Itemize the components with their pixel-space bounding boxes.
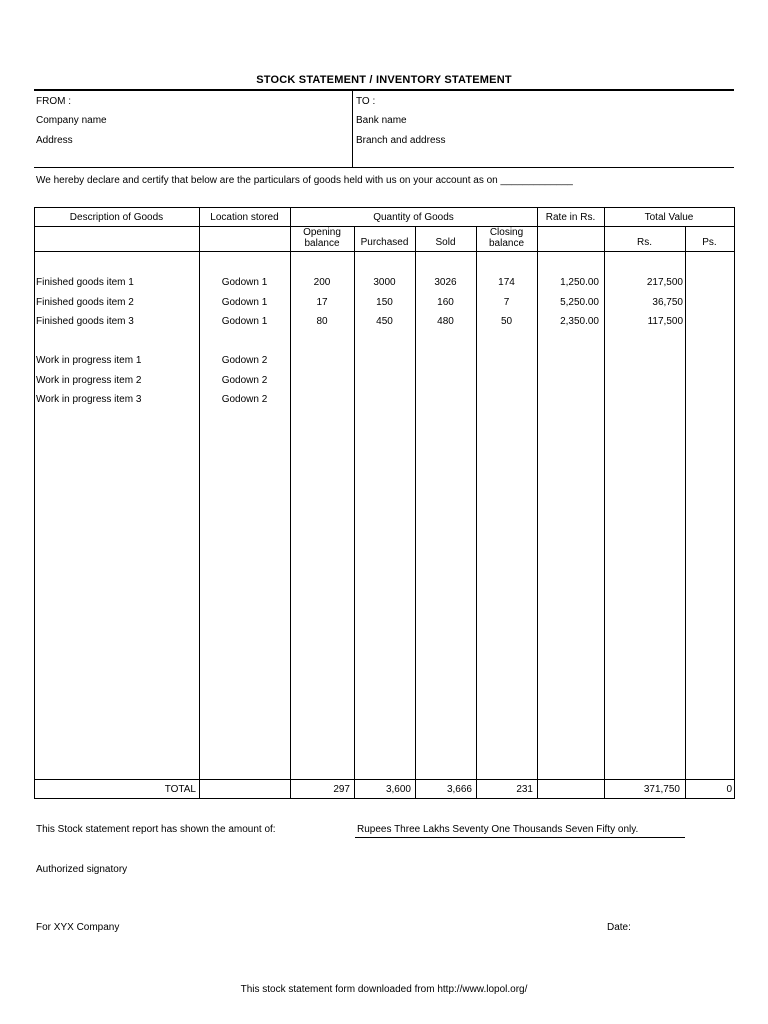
address-label: Address (36, 135, 73, 146)
total-purchased: 3,600 (385, 784, 411, 795)
amount-in-words: Rupees Three Lakhs Seventy One Thousands Seven Fifty only. (357, 824, 639, 835)
to-label: TO : (356, 96, 376, 107)
row-description: Finished goods item 2 (36, 297, 134, 308)
row-purchased: 3000 (373, 277, 396, 288)
footer-note: This stock statement form downloaded from http://www.lopol.org/ (240, 984, 528, 995)
row-description: Work in progress item 1 (36, 355, 142, 366)
row-location: Godown 2 (221, 375, 268, 386)
row-location: Godown 2 (221, 394, 268, 405)
row-opening: 80 (316, 316, 328, 327)
total-rs: 371,750 (643, 784, 680, 795)
amount-note: This Stock statement report has shown the amount of: (36, 824, 276, 835)
authorized-signatory: Authorized signatory (36, 864, 128, 875)
row-location: Godown 1 (221, 316, 268, 327)
header-closing-line2: balance (488, 238, 525, 249)
col-border-rate (604, 207, 605, 799)
table-total-top (34, 779, 735, 780)
bank-name-label: Bank name (356, 115, 407, 126)
total-ps: 0 (726, 784, 732, 795)
row-rs: 217,500 (646, 277, 683, 288)
table-header-bottom (34, 251, 735, 252)
col-border-purchased (415, 226, 416, 799)
row-rate: 2,350.00 (560, 316, 599, 327)
row-closing: 50 (500, 316, 513, 327)
row-rs: 36,750 (652, 297, 683, 308)
row-closing: 174 (498, 277, 515, 288)
row-purchased: 150 (376, 297, 393, 308)
header-closing-line1: Closing (489, 227, 524, 238)
row-location: Godown 1 (221, 297, 268, 308)
header-rate: Rate in Rs. (545, 212, 596, 223)
header-bottom-border (34, 167, 734, 168)
header-opening-line2: balance (304, 238, 340, 249)
table-header-divider (34, 226, 735, 227)
amount-underline (355, 837, 685, 838)
header-closing-balance (476, 227, 537, 249)
row-description: Work in progress item 3 (36, 394, 142, 405)
header-top-border (34, 89, 734, 91)
header-description: Description of Goods (69, 212, 164, 223)
col-border-rs (685, 226, 686, 799)
col-border-right (734, 207, 735, 799)
for-company: For XYX Company (36, 922, 120, 933)
header-divider (352, 91, 353, 167)
page-title: STOCK STATEMENT / INVENTORY STATEMENT (256, 74, 512, 86)
row-opening: 200 (313, 277, 331, 288)
header-purchased: Purchased (360, 237, 409, 248)
row-closing: 7 (503, 297, 510, 308)
row-sold: 3026 (434, 277, 457, 288)
col-border-location (290, 207, 291, 799)
col-border-sold (476, 226, 477, 799)
row-sold: 160 (437, 297, 454, 308)
col-border-closing (537, 207, 538, 799)
row-opening: 17 (316, 297, 328, 308)
row-description: Finished goods item 1 (36, 277, 134, 288)
row-location: Godown 1 (221, 277, 268, 288)
header-location: Location stored (210, 212, 279, 223)
header-sold: Sold (435, 237, 456, 248)
total-closing: 231 (516, 784, 533, 795)
col-border-description (199, 207, 200, 799)
row-rs: 117,500 (647, 316, 683, 327)
row-location: Godown 2 (221, 355, 268, 366)
table-top-border (34, 207, 735, 208)
date-label: Date: (607, 922, 631, 933)
header-opening-line1: Opening (303, 227, 341, 238)
row-sold: 480 (437, 316, 454, 327)
header-ps: Ps. (702, 237, 717, 248)
branch-address-label: Branch and address (356, 135, 446, 146)
row-rate: 5,250.00 (560, 297, 599, 308)
total-opening: 297 (333, 784, 350, 795)
col-border-left (34, 207, 35, 799)
row-description: Finished goods item 3 (36, 316, 134, 327)
row-purchased: 450 (376, 316, 393, 327)
total-label: TOTAL (164, 784, 196, 795)
row-rate: 1,250.00 (560, 277, 599, 288)
header-quantity: Quantity of Goods (373, 212, 454, 223)
header-total-value: Total Value (644, 212, 694, 223)
col-border-opening (354, 226, 355, 799)
row-description: Work in progress item 2 (36, 375, 142, 386)
table-bottom-border (34, 798, 735, 799)
company-name-label: Company name (36, 115, 107, 126)
from-label: FROM : (36, 96, 71, 107)
certification-text: We hereby declare and certify that below are the particulars of goods held with us on your account as on _____________ (36, 175, 573, 186)
total-sold: 3,666 (446, 784, 472, 795)
header-opening-balance (290, 227, 354, 249)
header-rs: Rs. (637, 237, 652, 248)
